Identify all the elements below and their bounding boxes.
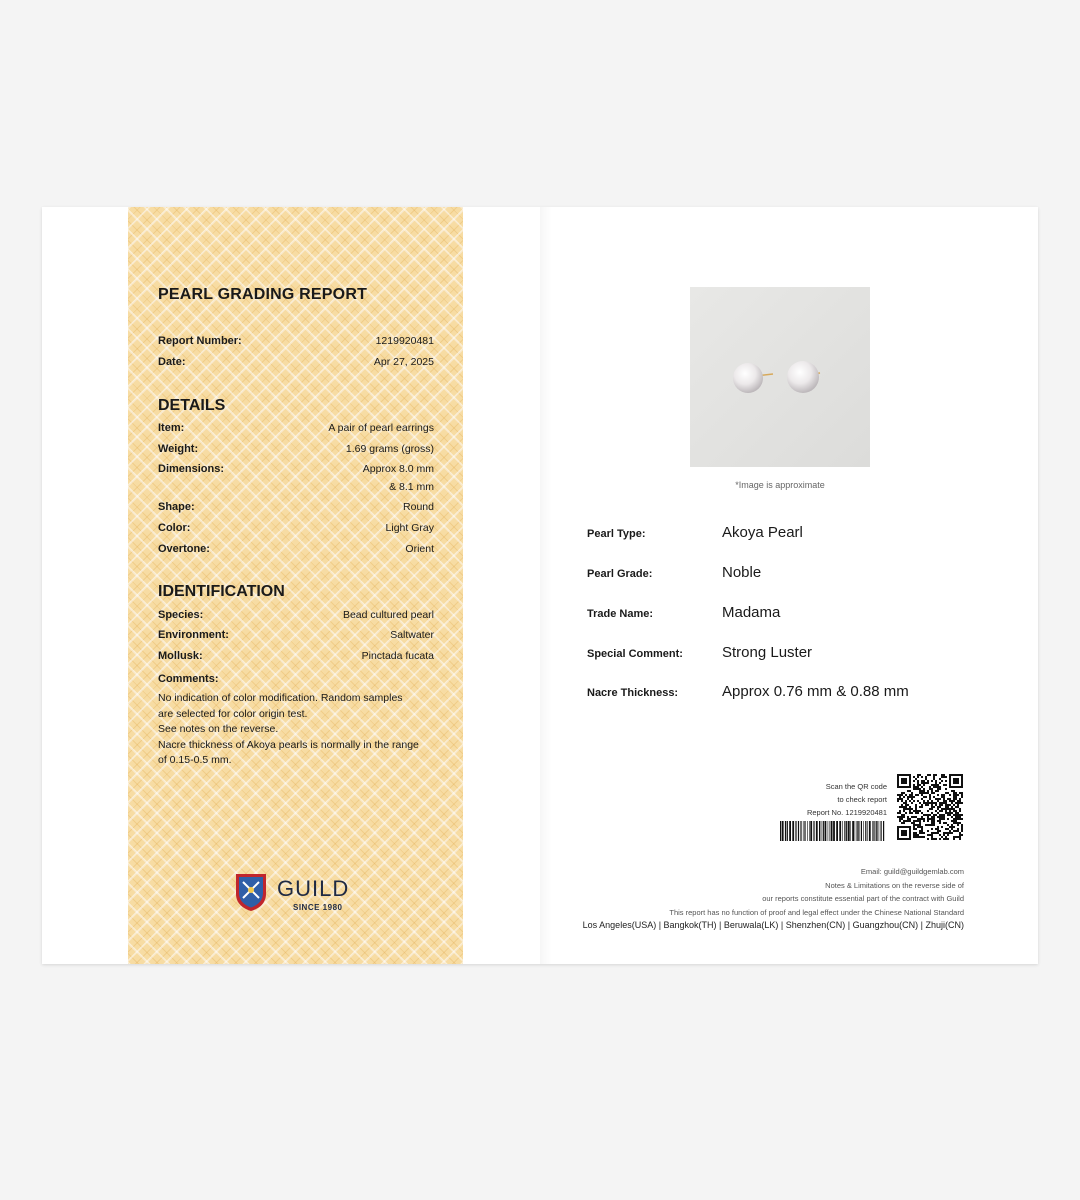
identification-value: Saltwater bbox=[390, 629, 434, 641]
detail-value: Round bbox=[403, 501, 434, 513]
detail-label: Shape: bbox=[158, 501, 195, 513]
left-panel bbox=[128, 207, 463, 964]
qr-report-number: Report No. 1219920481 bbox=[806, 808, 887, 817]
qr-note-line: to check report bbox=[837, 795, 887, 804]
footer-notes: Notes & Limitations on the reverse side of bbox=[825, 880, 964, 890]
spec-label: Pearl Grade: bbox=[587, 568, 653, 580]
shield-crest-icon bbox=[234, 872, 268, 912]
comment-line: Nacre thickness of Akoya pearls is normally in the range bbox=[158, 738, 419, 751]
date-value: Apr 27, 2025 bbox=[373, 356, 434, 368]
spec-value: Akoya Pearl bbox=[722, 524, 803, 541]
report-number-label: Report Number: bbox=[158, 335, 242, 347]
logo-wordmark: GUILD bbox=[277, 876, 350, 901]
qr-instructions bbox=[807, 780, 887, 819]
detail-value: A pair of pearl earrings bbox=[328, 422, 434, 434]
detail-label: Dimensions: bbox=[158, 463, 225, 475]
report-sheet bbox=[42, 207, 1038, 964]
detail-label: Item: bbox=[158, 422, 185, 434]
logo-since: SINCE 1980 bbox=[293, 903, 343, 912]
comments-text bbox=[158, 691, 438, 769]
details-heading: DETAILS bbox=[158, 397, 226, 414]
spec-row-pearl-type bbox=[587, 524, 1007, 548]
comment-line: No indication of color modification. Random samples bbox=[158, 692, 403, 704]
comments-label: Comments: bbox=[158, 673, 219, 685]
detail-value: Approx 8.0 mm bbox=[362, 463, 434, 475]
identification-label: Environment: bbox=[158, 629, 229, 641]
report-title: PEARL GRADING REPORT bbox=[158, 286, 368, 303]
detail-value: & 8.1 mm bbox=[389, 481, 434, 493]
spec-row-trade-name bbox=[587, 604, 1007, 628]
identification-label: Mollusk: bbox=[158, 650, 203, 662]
barcode bbox=[780, 821, 886, 841]
image-caption: *Image is approximate bbox=[735, 480, 825, 490]
spec-label: Pearl Type: bbox=[587, 528, 646, 540]
spec-value: Noble bbox=[722, 564, 762, 581]
guild-logo bbox=[234, 872, 364, 916]
pearl-earrings-illustration bbox=[690, 287, 870, 467]
detail-label: Overtone: bbox=[158, 543, 210, 555]
spec-value: Madama bbox=[722, 604, 781, 621]
identification-value: Bead cultured pearl bbox=[342, 609, 434, 621]
spec-label: Special Comment: bbox=[587, 648, 683, 660]
report-footer bbox=[583, 865, 964, 933]
detail-label: Color: bbox=[158, 522, 191, 534]
spec-row-nacre-thickness bbox=[587, 683, 1007, 707]
spec-value: Approx 0.76 mm & 0.88 mm bbox=[722, 683, 909, 700]
footer-email: Email: guild@guildgemlab.com bbox=[860, 867, 964, 876]
footer-disclaimer: This report has no function of proof and legal effect under the Chinese National Standard bbox=[669, 907, 964, 917]
qr-code[interactable] bbox=[897, 774, 963, 840]
page-fold bbox=[540, 207, 552, 964]
pearl-earrings-image bbox=[690, 287, 870, 467]
spec-row-special-comment bbox=[587, 644, 1007, 668]
qr-note-line: Scan the QR code bbox=[825, 782, 887, 791]
comment-line: are selected for color origin test. bbox=[158, 707, 308, 720]
detail-value: Light Gray bbox=[385, 522, 434, 534]
identification-value: Pinctada fucata bbox=[361, 650, 434, 662]
date-label: Date: bbox=[158, 356, 186, 368]
comment-line: See notes on the reverse. bbox=[158, 723, 279, 735]
footer-notes: our reports constitute essential part of the contract with Guild bbox=[762, 894, 964, 903]
detail-value: 1.69 grams (gross) bbox=[345, 443, 434, 455]
footer-cities: Los Angeles(USA) | Bangkok(TH) | Beruwala(LK) | Shenzhen(CN) | Guangzhou(CN) | Zhuji(CN) bbox=[582, 920, 964, 930]
spec-value: Strong Luster bbox=[722, 644, 813, 661]
detail-label: Weight: bbox=[158, 443, 199, 455]
report-number-value: 1219920481 bbox=[375, 335, 434, 347]
spec-label: Nacre Thickness: bbox=[587, 687, 679, 699]
detail-value: Orient bbox=[405, 543, 434, 555]
spec-row-pearl-grade bbox=[587, 564, 1007, 588]
identification-heading: IDENTIFICATION bbox=[158, 583, 285, 600]
identification-label: Species: bbox=[158, 609, 204, 621]
spec-label: Trade Name: bbox=[587, 608, 654, 620]
comment-line: of 0.15-0.5 mm. bbox=[158, 754, 232, 766]
